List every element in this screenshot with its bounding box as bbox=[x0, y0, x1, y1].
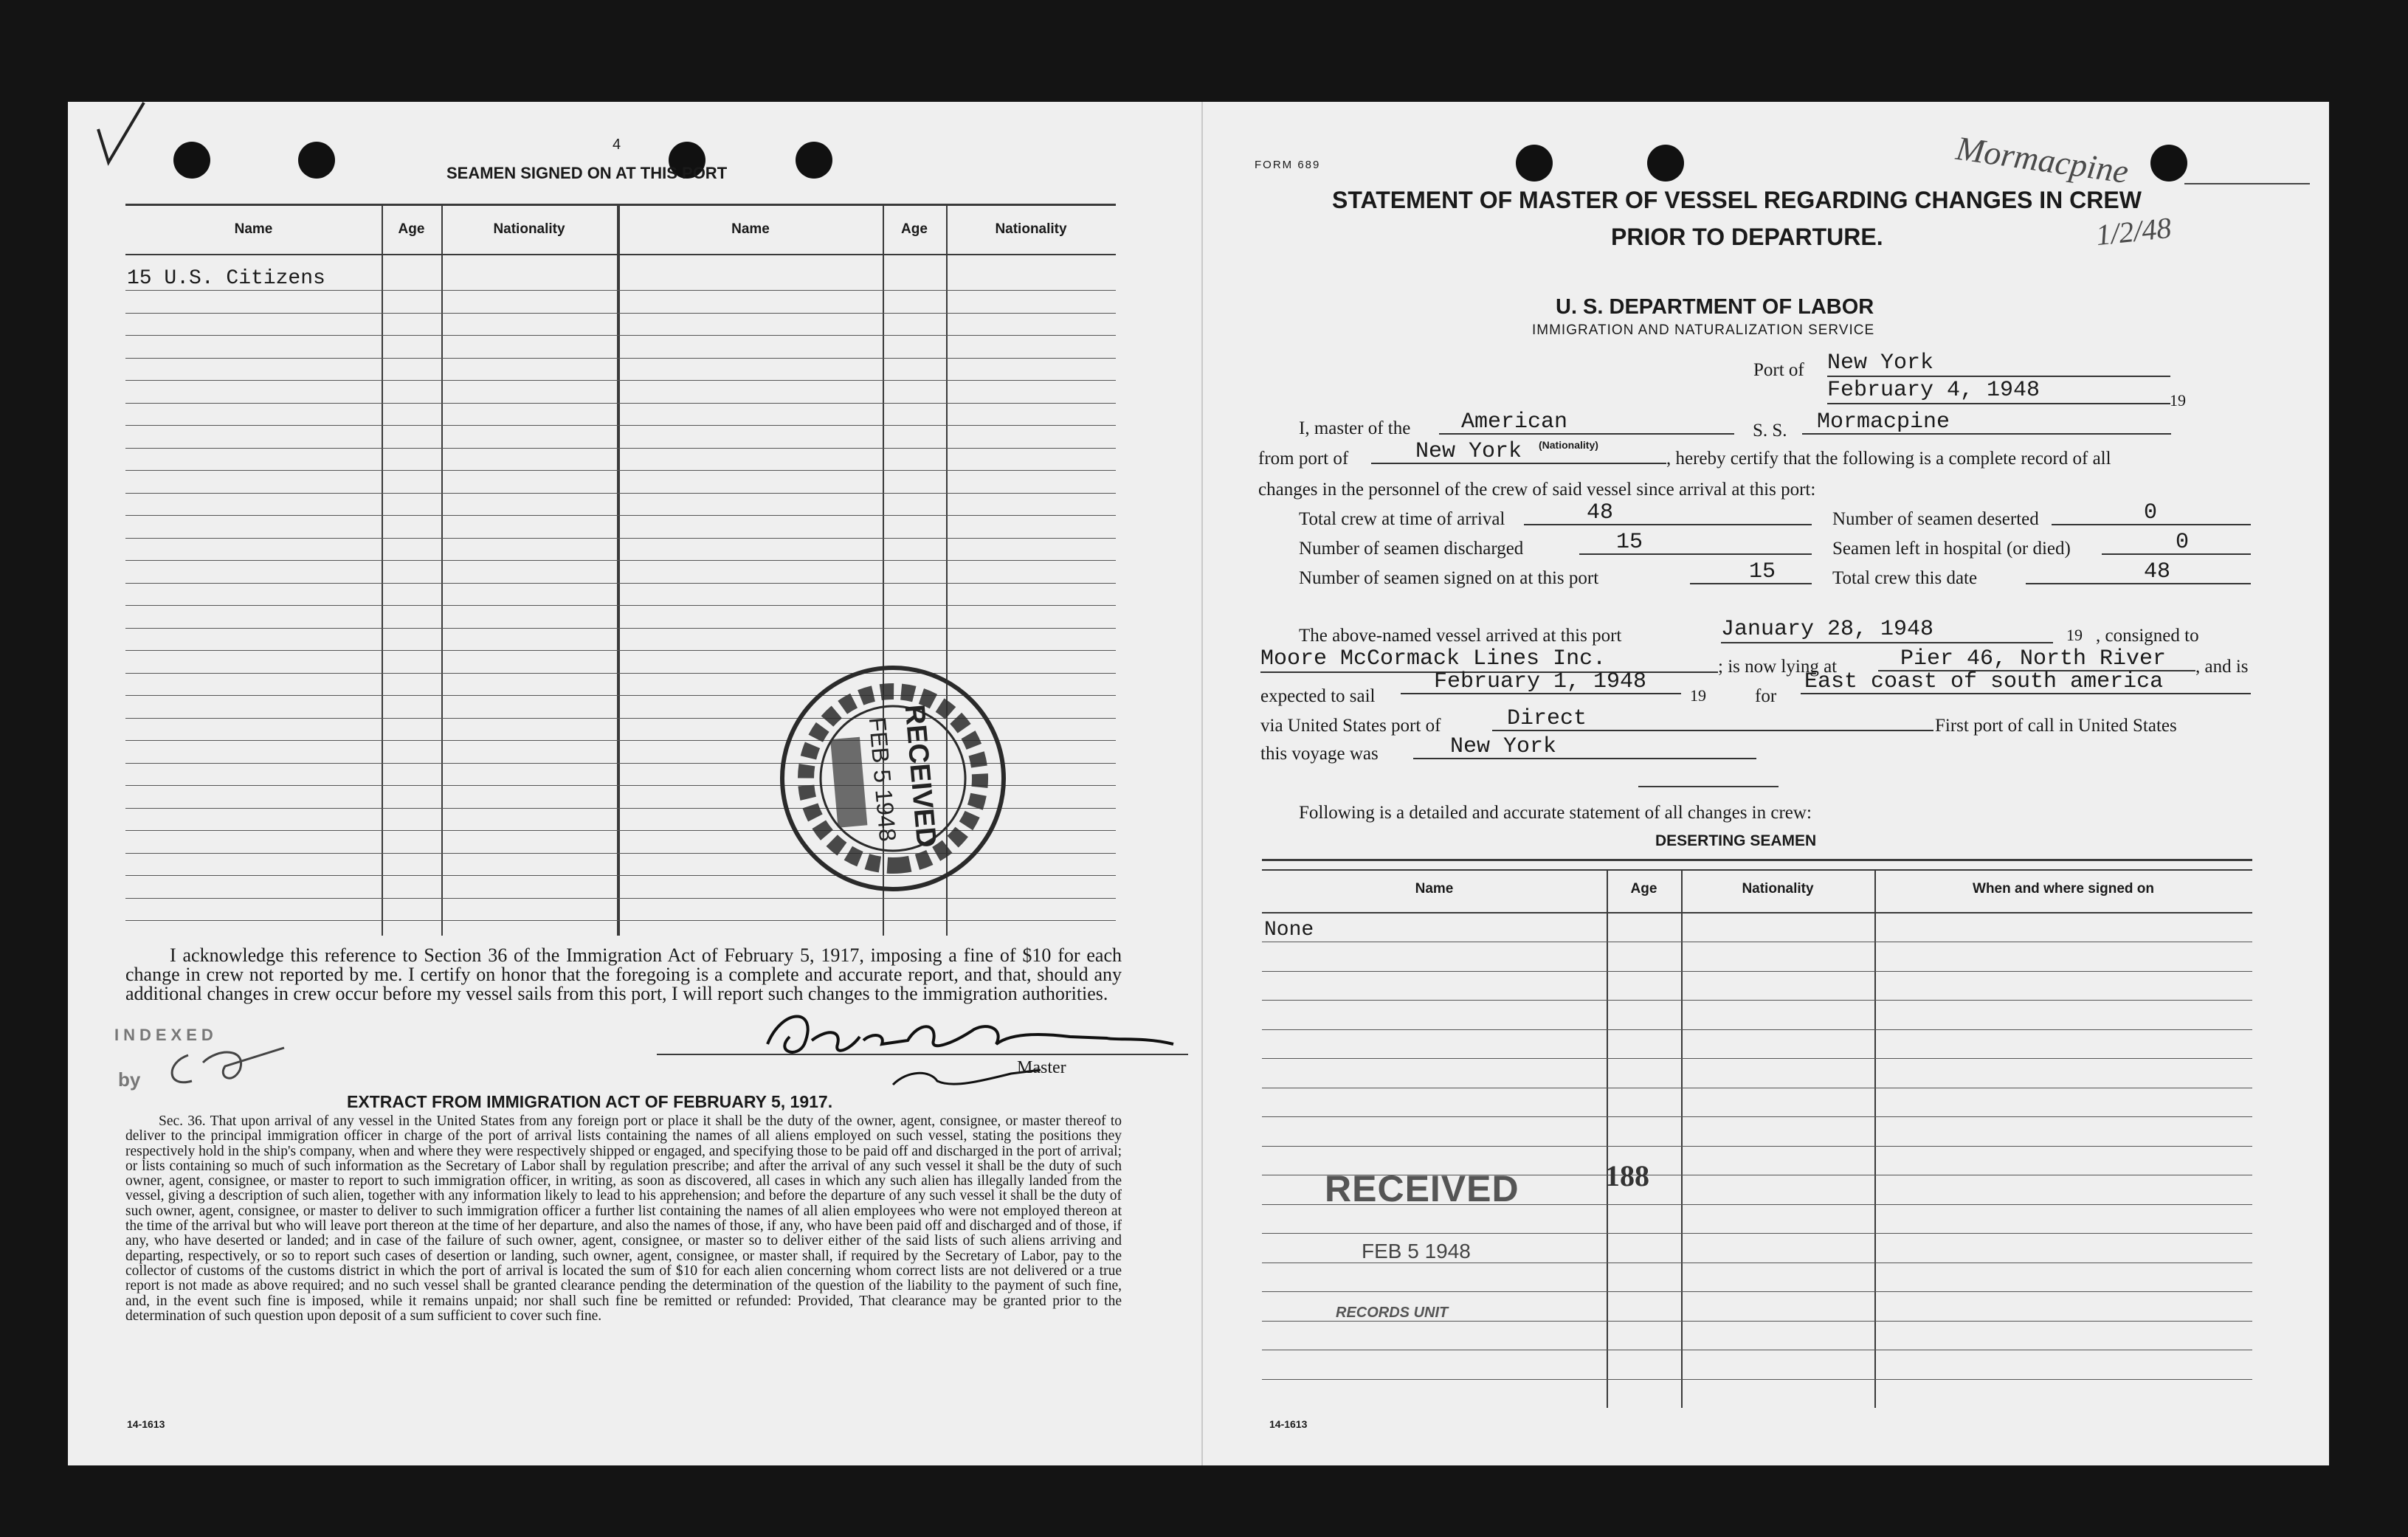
extract-text: Sec. 36. That upon arrival of any vessel in the United States from any foreign port or place it shall be the duty of the owner, agent, consignee, or master thereof to deliver to the principal immigration officer in charge of the port of arrival lists containing the names of all aliens employed on such vessel, stating the positions they respectively hold in the ship's company, when and where they were respectively shipped or engaged, and specifying those to be paid off and discharged in the port of arrival; or lists containing so much of such information as the Secretary of Labor shall by regulation prescribe; and after the arrival of any such vessel it shall be the duty of such owner, agent, consignee, or master to report to such immigration officer, in writing, as soon as discovered, all cases in which any such alien has illegally landed from the vessel, giving a description of such alien, together with any information likely to lead to his apprehension; and before the departure of any such vessel it shall be the duty of such owner, agent, consignee, or master to deliver to such immigration officer a further list containing the names of all alien employees who were not employed thereon at the time of the arrival but who will leave port thereon at the time of her departure, and also the names of those, if any, who have been paid off and discharged and of those, if any, who have deserted or landed; and in case of the failure of such owner, agent, consignee, or master so to deliver either of the said lists of such aliens arriving and departing, respectively, or so to report such cases of desertion or landing, such owner, agent, consignee, or master shall, if required by the Secretary of Labor, pay to the collector of customs of the customs district in which the port of arrival is located the sum of $10 for each alien concerning whom correct lists are not delivered or a true report is not made as above required; and no such vessel shall be granted clearance pending the determination of the question of the liability to the payment of such fine, and, in the event such fine is imposed, while it remains unpaid; nor shall such fine be remitted or refunded: Provided, That clearance may be granted prior to the determination of such question upon deposit of a sum sufficient to cover such fine. bbox=[125, 1113, 1122, 1324]
received-stamp-text: RECEIVED bbox=[1325, 1168, 1519, 1209]
port-label: Port of bbox=[1753, 360, 1804, 380]
table-row-line bbox=[125, 335, 1116, 336]
separator-line bbox=[1638, 786, 1779, 787]
extract-title: EXTRACT FROM IMMIGRATION ACT OF FEBRUARY 5, 1917. bbox=[347, 1092, 833, 1111]
deserted-label: Number of seamen deserted bbox=[1832, 509, 2039, 529]
total-crew-date-label: Total crew this date bbox=[1832, 568, 1978, 588]
table-row-line bbox=[125, 358, 1116, 359]
page-number: 4 bbox=[613, 137, 621, 153]
deserting-header-border bbox=[1262, 912, 2252, 913]
column-header-age: Age bbox=[398, 221, 425, 237]
arrived-label: The above-named vessel arrived at this port bbox=[1299, 626, 1622, 646]
and-is-text: , and is bbox=[2195, 657, 2249, 677]
expected-year-suffix: 19 bbox=[1690, 686, 1706, 705]
deserted-field: 0 bbox=[2052, 500, 2251, 525]
deserting-table-top-border bbox=[1262, 859, 2252, 861]
punch-hole bbox=[796, 142, 832, 179]
punch-hole bbox=[173, 142, 210, 179]
indexed-stamp: INDEXED bbox=[114, 1026, 218, 1044]
punch-hole bbox=[1647, 145, 1684, 182]
nationality-field: American bbox=[1439, 410, 1734, 435]
voyage-field: New York bbox=[1413, 734, 1756, 759]
changes-text: changes in the personnel of the crew of said vessel since arrival at this port: bbox=[1258, 480, 1816, 500]
by-label: by bbox=[118, 1068, 141, 1091]
received-stamp-date: FEB 5 1948 bbox=[1362, 1240, 1471, 1263]
total-crew-date-field: 48 bbox=[2026, 559, 2251, 584]
master-signature bbox=[760, 1000, 1203, 1103]
col-divider bbox=[1607, 869, 1608, 1408]
check-mark-icon bbox=[92, 100, 151, 166]
handwritten-underline bbox=[2184, 183, 2310, 184]
table-row-line bbox=[125, 470, 1116, 471]
form-title-line1: STATEMENT OF MASTER OF VESSEL REGARDING CHANGES IN CREW bbox=[1332, 187, 2142, 213]
deserting-row-line bbox=[1262, 1116, 2252, 1117]
table-row-line bbox=[125, 583, 1116, 584]
received-stamp bbox=[771, 657, 1015, 900]
deserting-row-line bbox=[1262, 971, 2252, 972]
table-row-line bbox=[125, 605, 1116, 606]
via-field: Direct bbox=[1492, 706, 1933, 731]
deserting-row-line bbox=[1262, 1058, 2252, 1059]
certify-text: , hereby certify that the following is a complete record of all bbox=[1666, 449, 2111, 469]
column-header-name: Name bbox=[731, 221, 770, 237]
table-row-line bbox=[125, 448, 1116, 449]
discharged-label: Number of seamen discharged bbox=[1299, 539, 1524, 559]
expected-label: expected to sail bbox=[1260, 686, 1376, 706]
port-field: New York bbox=[1827, 350, 2170, 377]
table-row-line bbox=[125, 628, 1116, 629]
form-code-right: 14-1613 bbox=[1269, 1418, 1308, 1430]
lying-label: ; is now lying at bbox=[1718, 657, 1838, 677]
hospital-label: Seamen left in hospital (or died) bbox=[1832, 539, 2071, 559]
stamp-received-text: RECEIVED bbox=[898, 703, 942, 849]
records-unit-stamp: RECORDS UNIT bbox=[1336, 1305, 1449, 1321]
deserting-row-line bbox=[1262, 1000, 2252, 1001]
first-port-label: First port of call in United States bbox=[1935, 716, 2177, 736]
acknowledgement-text: I acknowledge this reference to Section 36 of the Immigration Act of February 5, 1917, imposing a fine of $10 for each change in crew not reported by me. I certify on honor that the foregoing is a complete and accurate report, and that, should any additional changes in crew occur before my vessel sails from this port, I will report such changes to the immigration authorities. bbox=[125, 944, 1122, 1004]
arrived-year-suffix: 19 bbox=[2066, 626, 2083, 644]
col-divider bbox=[617, 205, 620, 936]
received-number: 188 bbox=[1605, 1159, 1649, 1192]
total-crew-arrival-field: 48 bbox=[1524, 500, 1812, 525]
department-name: U. S. DEPARTMENT OF LABOR bbox=[1556, 295, 1874, 319]
table-row-entry: 15 U.S. Citizens bbox=[127, 267, 325, 290]
table-row-line bbox=[125, 493, 1116, 494]
table-row-line bbox=[125, 538, 1116, 539]
master-signature-line bbox=[657, 1054, 1188, 1055]
master-of-label: I, master of the bbox=[1299, 418, 1411, 438]
form-code: 14-1613 bbox=[127, 1418, 165, 1430]
table-row-line bbox=[125, 313, 1116, 314]
handwritten-ship-name: Mormacpine bbox=[1953, 128, 2131, 191]
column-header-nationality: Nationality bbox=[493, 221, 565, 237]
from-port-label: from port of bbox=[1258, 449, 1349, 469]
master-label: Master bbox=[1017, 1058, 1066, 1077]
form-title-line2: PRIOR TO DEPARTURE. bbox=[1611, 224, 1883, 250]
from-port-field: New York bbox=[1371, 439, 1666, 464]
form-number: FORM 689 bbox=[1255, 159, 1321, 171]
via-label: via United States port of bbox=[1260, 716, 1441, 736]
deserting-header-age: Age bbox=[1630, 881, 1657, 897]
table-top-border bbox=[125, 204, 1116, 206]
section-title: SEAMEN SIGNED ON AT THIS PORT bbox=[446, 164, 728, 182]
col-divider bbox=[1874, 869, 1876, 1408]
arrived-field: January 28, 1948 bbox=[1721, 617, 2053, 643]
handwritten-date: 1/2/48 bbox=[2094, 210, 2173, 252]
deserting-row-entry: None bbox=[1264, 919, 1314, 942]
table-row-line bbox=[125, 515, 1116, 516]
consignee-field: Moore McCormack Lines Inc. bbox=[1260, 646, 1718, 673]
table-header-border bbox=[125, 254, 1116, 255]
deserting-table-top-border-inner bbox=[1262, 869, 2252, 871]
deserting-row-line bbox=[1262, 1029, 2252, 1030]
ss-label: S. S. bbox=[1753, 421, 1787, 441]
service-name: IMMIGRATION AND NATURALIZATION SERVICE bbox=[1532, 322, 1875, 338]
nationality-hint: (Nationality) bbox=[1539, 439, 1598, 451]
column-header-name: Name bbox=[234, 221, 273, 237]
consigned-label: , consigned to bbox=[2096, 626, 2199, 646]
table-row-line bbox=[125, 380, 1116, 381]
punch-hole bbox=[2150, 145, 2187, 182]
discharged-field: 15 bbox=[1579, 530, 1812, 555]
following-text: Following is a detailed and accurate statement of all changes in crew: bbox=[1299, 803, 1812, 823]
hospital-field: 0 bbox=[2102, 530, 2251, 555]
punch-hole bbox=[1516, 145, 1553, 182]
table-row-line bbox=[125, 425, 1116, 426]
signed-on-field: 15 bbox=[1690, 559, 1812, 584]
deserting-header-name: Name bbox=[1415, 881, 1454, 897]
deserting-row-line bbox=[1262, 1146, 2252, 1147]
lying-field: Pier 46, North River bbox=[1878, 646, 2195, 671]
table-row-line bbox=[125, 650, 1116, 651]
column-header-nationality: Nationality bbox=[995, 221, 1067, 237]
voyage-label: this voyage was bbox=[1260, 744, 1379, 764]
deserting-row-line bbox=[1262, 1291, 2252, 1292]
stamp-date-text: FEB 5 1948 bbox=[863, 716, 902, 843]
expected-field: February 1, 1948 bbox=[1401, 669, 1681, 694]
col-divider bbox=[1681, 869, 1683, 1408]
table-row-line bbox=[125, 920, 1116, 921]
table-row-line bbox=[125, 290, 1116, 291]
date-field: February 4, 1948 bbox=[1827, 378, 2170, 404]
col-divider bbox=[382, 205, 383, 936]
ship-field: Mormacpine bbox=[1802, 410, 2171, 435]
table-row-line bbox=[125, 403, 1116, 404]
column-header-age: Age bbox=[901, 221, 928, 237]
year-suffix: 19 bbox=[2170, 391, 2186, 410]
deserting-title: DESERTING SEAMEN bbox=[1655, 832, 1817, 849]
punch-hole bbox=[298, 142, 335, 179]
deserting-header-signed-on: When and where signed on bbox=[1973, 881, 2154, 897]
table-row-line bbox=[125, 560, 1116, 561]
total-crew-arrival-label: Total crew at time of arrival bbox=[1299, 509, 1505, 529]
deserting-row-line bbox=[1262, 1233, 2252, 1234]
for-field: East coast of south america bbox=[1801, 669, 2251, 694]
initials-mark bbox=[159, 1033, 306, 1092]
deserting-header-nationality: Nationality bbox=[1742, 881, 1814, 897]
deserting-row-line bbox=[1262, 1379, 2252, 1380]
for-label: for bbox=[1755, 686, 1777, 706]
signed-on-label: Number of seamen signed on at this port bbox=[1299, 568, 1599, 588]
col-divider bbox=[441, 205, 443, 936]
